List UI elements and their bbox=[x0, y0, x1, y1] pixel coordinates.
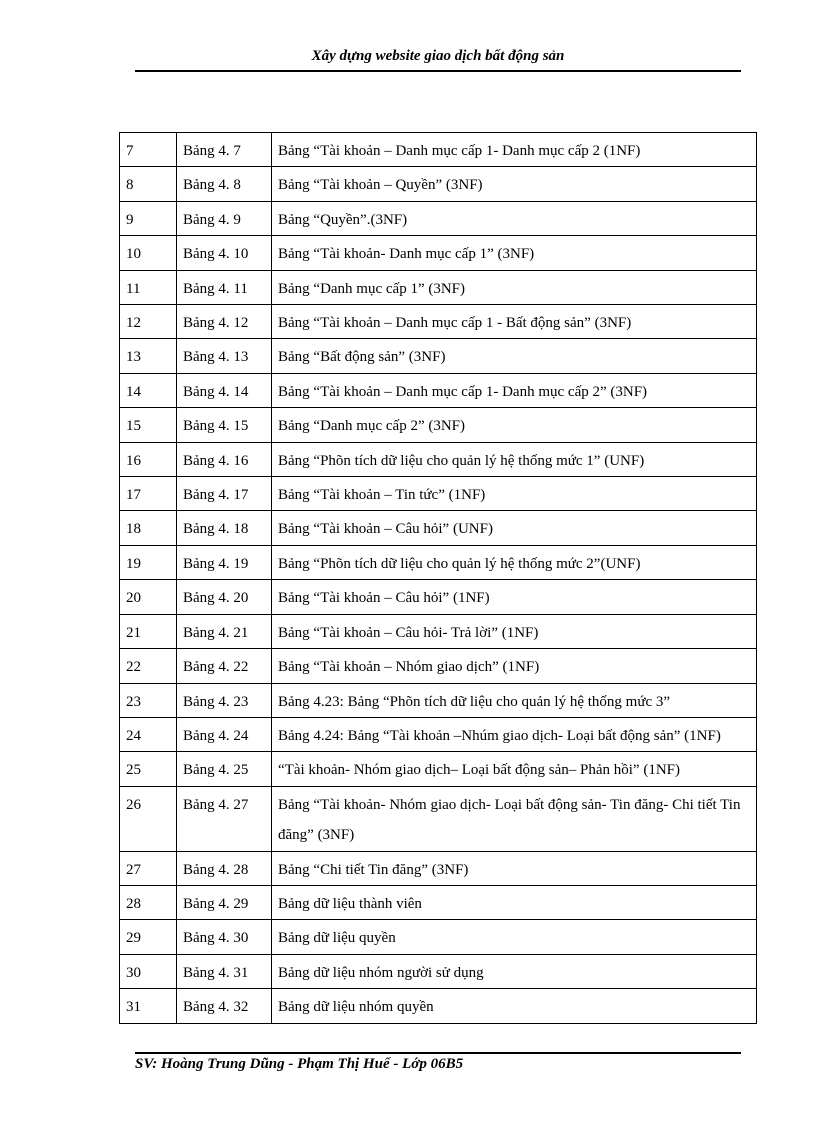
table-row bbox=[120, 511, 757, 545]
table-row bbox=[120, 752, 757, 786]
table-title-cell: Bảng “Tài khoản – Nhóm giao dịch” (1NF) bbox=[272, 649, 757, 683]
table-row bbox=[120, 477, 757, 511]
table-row bbox=[120, 614, 757, 648]
row-number-cell: 30 bbox=[120, 954, 177, 988]
table-reference-cell: Bảng 4. 23 bbox=[177, 683, 272, 717]
table-row bbox=[120, 167, 757, 201]
table-row bbox=[120, 408, 757, 442]
table-row bbox=[120, 201, 757, 235]
table-row bbox=[120, 649, 757, 683]
table-reference-cell: Bảng 4. 19 bbox=[177, 545, 272, 579]
table-row bbox=[120, 270, 757, 304]
table-reference-cell: Bảng 4. 10 bbox=[177, 236, 272, 270]
table-reference-cell: Bảng 4. 15 bbox=[177, 408, 272, 442]
table-title-cell: Bảng “Quyền”.(3NF) bbox=[272, 201, 757, 235]
table-row bbox=[120, 442, 757, 476]
table-title-cell: Bảng “Tài khoản – Câu hỏi” (1NF) bbox=[272, 580, 757, 614]
table-row bbox=[120, 885, 757, 919]
table-title-cell: Bảng dữ liệu nhóm người sử dụng bbox=[272, 954, 757, 988]
row-number-cell: 28 bbox=[120, 885, 177, 919]
table-row bbox=[120, 920, 757, 954]
row-number-cell: 22 bbox=[120, 649, 177, 683]
row-number-cell: 17 bbox=[120, 477, 177, 511]
row-number-cell: 13 bbox=[120, 339, 177, 373]
row-number-cell: 21 bbox=[120, 614, 177, 648]
table-title-cell: Bảng “Tài khoản – Câu hỏi” (UNF) bbox=[272, 511, 757, 545]
row-number-cell: 16 bbox=[120, 442, 177, 476]
table-row bbox=[120, 545, 757, 579]
table-reference-cell: Bảng 4. 12 bbox=[177, 305, 272, 339]
table-reference-cell: Bảng 4. 20 bbox=[177, 580, 272, 614]
table-title-cell: Bảng “Tài khoản- Nhóm giao dịch- Loại bất động sản- Tin đăng- Chi tiết Tin đăng” (3NF) bbox=[272, 786, 757, 851]
row-number-cell: 24 bbox=[120, 717, 177, 751]
table-title-cell: Bảng dữ liệu quyền bbox=[272, 920, 757, 954]
table-reference-cell: Bảng 4. 11 bbox=[177, 270, 272, 304]
table-reference-cell: Bảng 4. 27 bbox=[177, 786, 272, 851]
table-reference-cell: Bảng 4. 30 bbox=[177, 920, 272, 954]
table-reference-cell: Bảng 4. 8 bbox=[177, 167, 272, 201]
row-number-cell: 8 bbox=[120, 167, 177, 201]
table-title-cell: Bảng “Phõn tích dữ liệu cho quản lý hệ thống mức 2”(UNF) bbox=[272, 545, 757, 579]
row-number-cell: 25 bbox=[120, 752, 177, 786]
header-divider bbox=[135, 70, 741, 72]
row-number-cell: 12 bbox=[120, 305, 177, 339]
table-row bbox=[120, 236, 757, 270]
table-reference-cell: Bảng 4. 18 bbox=[177, 511, 272, 545]
table-title-cell: Bảng “Chi tiết Tin đăng” (3NF) bbox=[272, 851, 757, 885]
table-row bbox=[120, 373, 757, 407]
table-reference-cell: Bảng 4. 28 bbox=[177, 851, 272, 885]
table-title-cell: Bảng “Tài khoản – Quyền” (3NF) bbox=[272, 167, 757, 201]
table-title-cell: Bảng “Tài khoản – Danh mục cấp 1- Danh mục cấp 2 (1NF) bbox=[272, 133, 757, 167]
table-title-cell: Bảng “Tài khoản- Danh mục cấp 1” (3NF) bbox=[272, 236, 757, 270]
row-number-cell: 20 bbox=[120, 580, 177, 614]
table-title-cell: Bảng “Phõn tích dữ liệu cho quản lý hệ thống mức 1” (UNF) bbox=[272, 442, 757, 476]
table-title-cell: Bảng “Tài khoản – Tin tức” (1NF) bbox=[272, 477, 757, 511]
table-row bbox=[120, 989, 757, 1023]
table-reference-cell: Bảng 4. 32 bbox=[177, 989, 272, 1023]
row-number-cell: 9 bbox=[120, 201, 177, 235]
row-number-cell: 23 bbox=[120, 683, 177, 717]
row-number-cell: 27 bbox=[120, 851, 177, 885]
table-reference-cell: Bảng 4. 7 bbox=[177, 133, 272, 167]
table-row bbox=[120, 851, 757, 885]
table-reference-cell: Bảng 4. 22 bbox=[177, 649, 272, 683]
table-row bbox=[120, 683, 757, 717]
table-row bbox=[120, 133, 757, 167]
table-reference-cell: Bảng 4. 13 bbox=[177, 339, 272, 373]
table-reference-cell: Bảng 4. 25 bbox=[177, 752, 272, 786]
table-row bbox=[120, 305, 757, 339]
page-footer-text: SV: Hoàng Trung Dũng - Phạm Thị Huế - Lớp 06B5 bbox=[135, 1056, 464, 1072]
table-reference-cell: Bảng 4. 31 bbox=[177, 954, 272, 988]
footer-divider bbox=[135, 1052, 741, 1054]
row-number-cell: 14 bbox=[120, 373, 177, 407]
table-title-cell: “Tài khoản- Nhóm giao dịch– Loại bất động sản– Phản hồi” (1NF) bbox=[272, 752, 757, 786]
row-number-cell: 18 bbox=[120, 511, 177, 545]
table-title-cell: Bảng “Tài khoản – Danh mục cấp 1 - Bất động sản” (3NF) bbox=[272, 305, 757, 339]
table-reference-cell: Bảng 4. 14 bbox=[177, 373, 272, 407]
row-number-cell: 11 bbox=[120, 270, 177, 304]
table-row bbox=[120, 580, 757, 614]
table-row bbox=[120, 954, 757, 988]
table-reference-cell: Bảng 4. 24 bbox=[177, 717, 272, 751]
table-row bbox=[120, 339, 757, 373]
row-number-cell: 31 bbox=[120, 989, 177, 1023]
table-of-tables bbox=[119, 132, 757, 1024]
table-row bbox=[120, 717, 757, 751]
row-number-cell: 19 bbox=[120, 545, 177, 579]
table-title-cell: Bảng dữ liệu thành viên bbox=[272, 885, 757, 919]
table-body bbox=[120, 133, 757, 1024]
row-number-cell: 10 bbox=[120, 236, 177, 270]
row-number-cell: 15 bbox=[120, 408, 177, 442]
table-title-cell: Bảng “Bất động sản” (3NF) bbox=[272, 339, 757, 373]
table-row bbox=[120, 786, 757, 851]
page-header-title: Xây dựng website giao dịch bất động sản bbox=[311, 48, 565, 64]
table-title-cell: Bảng “Tài khoản – Câu hỏi- Trả lời” (1NF) bbox=[272, 614, 757, 648]
table-reference-cell: Bảng 4. 17 bbox=[177, 477, 272, 511]
table-title-cell: Bảng 4.24: Bảng “Tài khoản –Nhúm giao dịch- Loại bất động sản” (1NF) bbox=[272, 717, 757, 751]
table-reference-cell: Bảng 4. 16 bbox=[177, 442, 272, 476]
row-number-cell: 7 bbox=[120, 133, 177, 167]
table-title-cell: Bảng “Danh mục cấp 2” (3NF) bbox=[272, 408, 757, 442]
table-reference-cell: Bảng 4. 29 bbox=[177, 885, 272, 919]
table-title-cell: Bảng “Danh mục cấp 1” (3NF) bbox=[272, 270, 757, 304]
table-list-container bbox=[119, 132, 757, 1024]
table-title-cell: Bảng “Tài khoản – Danh mục cấp 1- Danh mục cấp 2” (3NF) bbox=[272, 373, 757, 407]
row-number-cell: 26 bbox=[120, 786, 177, 851]
row-number-cell: 29 bbox=[120, 920, 177, 954]
table-title-cell: Bảng 4.23: Bảng “Phõn tích dữ liệu cho quản lý hệ thống mức 3” bbox=[272, 683, 757, 717]
table-title-cell: Bảng dữ liệu nhóm quyền bbox=[272, 989, 757, 1023]
table-reference-cell: Bảng 4. 9 bbox=[177, 201, 272, 235]
table-reference-cell: Bảng 4. 21 bbox=[177, 614, 272, 648]
